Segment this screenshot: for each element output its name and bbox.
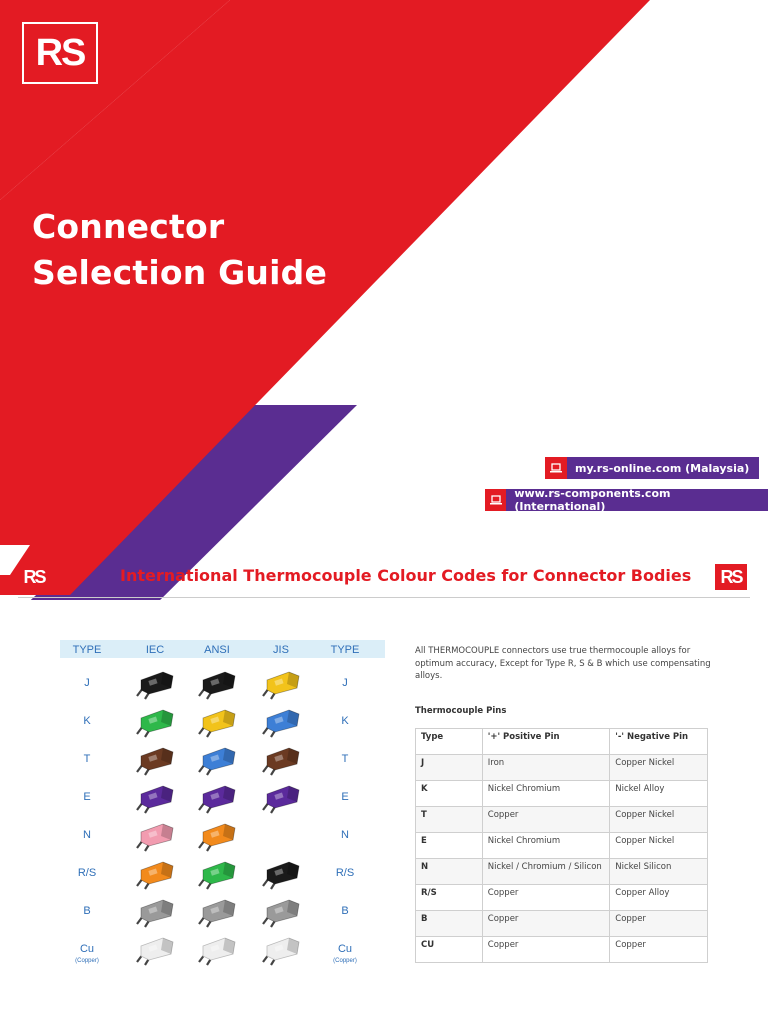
chart-type-label: J [84, 677, 90, 689]
pins-header-row [416, 729, 708, 755]
link-international-text: www.rs-components.com (International) [514, 487, 671, 513]
positive-cell: Nickel Chromium [482, 833, 610, 859]
connector-icon [263, 748, 299, 775]
table-row [416, 859, 708, 885]
negative-cell: Copper [610, 911, 708, 937]
table-row [416, 885, 708, 911]
connector-icon [137, 748, 173, 775]
table-row [416, 807, 708, 833]
table-row [416, 755, 708, 781]
positive-cell: Copper [482, 807, 610, 833]
pins-table [415, 728, 708, 963]
chart-header-label: TYPE [72, 644, 102, 656]
type-cell: K [416, 781, 483, 807]
connector-icon [263, 786, 299, 813]
type-cell: R/S [416, 885, 483, 911]
positive-cell: Iron [482, 755, 610, 781]
title-line-2: Selection Guide [32, 253, 328, 292]
pins-table-title: Thermocouple Pins [415, 706, 507, 716]
connector-icon [199, 938, 235, 965]
chart-type-label: N [83, 829, 91, 841]
connector-icon [137, 900, 173, 927]
chart-type-label: Cu [337, 943, 353, 955]
positive-cell: Nickel / Chromium / Silicon [482, 859, 610, 885]
link-international[interactable] [485, 489, 768, 511]
table-row [416, 911, 708, 937]
chart-type-label: K [83, 715, 91, 727]
positive-cell: Copper [482, 911, 610, 937]
chart-type-label: E [341, 791, 349, 803]
connector-icon [199, 748, 235, 775]
connector-icon [199, 862, 235, 889]
intro-text: All THERMOCOUPLE connectors use true thermocouple alloys for optimum accuracy, Except for Type R, S & B which use compensating alloys. [415, 646, 711, 681]
negative-cell: Copper [610, 937, 708, 963]
chart-header-label: ANSI [204, 644, 230, 656]
rs-logo-small-left: RS [18, 564, 50, 590]
connector-icon [199, 710, 235, 737]
chart-header-label: TYPE [330, 644, 360, 656]
connector-icon [199, 824, 235, 851]
chart-type-label: R/S [335, 867, 355, 879]
negative-cell: Copper Alloy [610, 885, 708, 911]
connector-icon [263, 938, 299, 965]
header-cell: '+' Positive Pin [482, 729, 610, 755]
connector-icon [199, 672, 235, 699]
negative-cell: Nickel Alloy [610, 781, 708, 807]
chart-type-label: R/S [77, 867, 97, 879]
table-row [416, 833, 708, 859]
negative-cell: Copper Nickel [610, 807, 708, 833]
laptop-icon [485, 489, 506, 511]
connector-icon [263, 672, 299, 699]
type-cell: T [416, 807, 483, 833]
page-title [32, 204, 327, 296]
negative-cell: Copper Nickel [610, 833, 708, 859]
connector-icon [137, 786, 173, 813]
type-cell: N [416, 859, 483, 885]
chart-type-label: T [83, 753, 91, 765]
positive-cell: Copper [482, 885, 610, 911]
connector-icon [263, 862, 299, 889]
section-title: International Thermocouple Colour Codes for Connector Bodies [120, 566, 692, 585]
chart-type-label: N [341, 829, 349, 841]
chart-type-label: B [83, 905, 91, 917]
connector-icon [137, 710, 173, 737]
chart-header-label: JIS [273, 644, 289, 656]
connector-icon [137, 938, 173, 965]
positive-cell: Copper [482, 937, 610, 963]
title-line-1: Connector [32, 207, 225, 246]
connector-icon [263, 900, 299, 927]
chart-type-label: E [83, 791, 91, 803]
type-cell: J [416, 755, 483, 781]
link-malaysia-text: my.rs-online.com (Malaysia) [575, 461, 750, 475]
chart-header-label: IEC [145, 644, 165, 656]
chart-type-label: B [341, 905, 349, 917]
rs-logo-small-right: RS [715, 564, 747, 590]
section-divider [18, 597, 750, 598]
connector-icon [137, 862, 173, 889]
chart-type-sublabel: (Copper) [333, 958, 357, 964]
connector-icon [137, 672, 173, 699]
table-row [416, 781, 708, 807]
colour-code-chart [60, 640, 390, 980]
chart-type-label: K [341, 715, 349, 727]
type-cell: E [416, 833, 483, 859]
connector-icon [263, 710, 299, 737]
rs-logo: RS [22, 22, 98, 84]
laptop-icon [545, 457, 567, 479]
header-cell: Type [416, 729, 483, 755]
type-cell: B [416, 911, 483, 937]
negative-cell: Copper Nickel [610, 755, 708, 781]
connector-icon [199, 900, 235, 927]
table-row [416, 937, 708, 963]
connector-icon [137, 824, 173, 851]
link-malaysia[interactable] [545, 457, 759, 479]
positive-cell: Nickel Chromium [482, 781, 610, 807]
type-cell: CU [416, 937, 483, 963]
chart-type-label: J [342, 677, 348, 689]
negative-cell: Nickel Silicon [610, 859, 708, 885]
connector-icon [199, 786, 235, 813]
header-cell: '-' Negative Pin [610, 729, 708, 755]
chart-type-sublabel: (Copper) [75, 958, 99, 964]
chart-type-label: Cu [79, 943, 95, 955]
chart-type-label: T [341, 753, 349, 765]
